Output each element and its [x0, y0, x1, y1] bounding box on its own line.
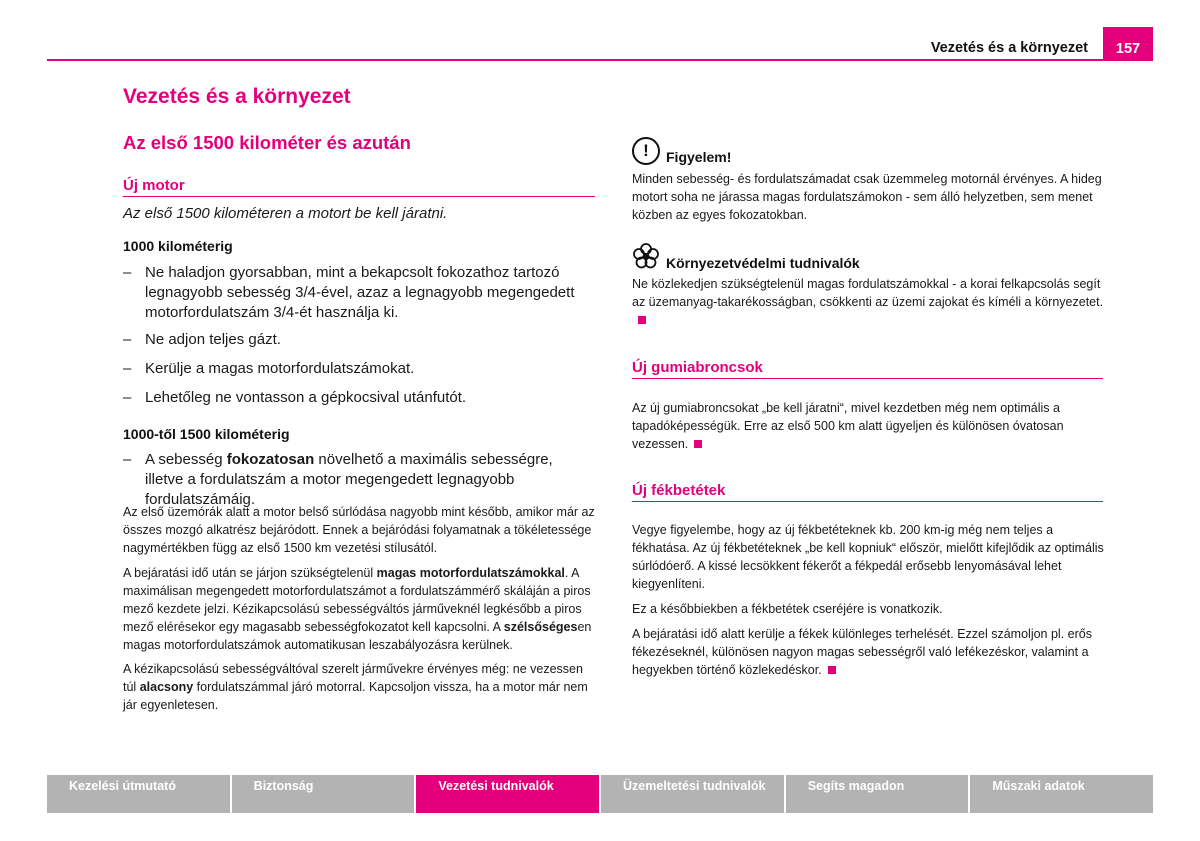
- running-header-title: Vezetés és a környezet: [930, 40, 1088, 56]
- list-item: [123, 450, 595, 510]
- paragraph-low-rpm: A kézikapcsolású sebességváltóval szerelt járművekre érvényes még: ne vezessen túl alacsony fordulatszámmal járó motorral. Kapcsoljon vissza, ha a motor már nem jár egyenletesen.: [123, 662, 588, 712]
- section-title-new-brake-pads: Új fékbetétek: [632, 482, 1103, 502]
- chapter-heading: Vezetés és a környezet: [123, 85, 351, 108]
- list-item: [123, 359, 595, 379]
- nav-tab-safety[interactable]: Biztonság: [232, 775, 415, 813]
- subheading-1000-1500km: 1000-től 1500 kilométerig: [123, 426, 290, 442]
- end-square-icon: [638, 316, 646, 324]
- list-item-text: Ne adjon teljes gázt.: [145, 331, 281, 348]
- end-square-icon: [694, 440, 702, 448]
- warning-text: Minden sebesség- és fordulatszámadat csak üzemmeleg motornál érvényes. A hideg motort soha ne járassa magas fordulatszámokon - sem álló helyzetben, sem menet közben az egyes fokozatokban.: [632, 172, 1102, 222]
- environment-text: Ne közlekedjen szükségtelenül magas fordulatszámokkal - a korai felkapcsolás segít az üzemanyag-takarékosságban, csökkenti az üzemi zajokat és kíméli a környezetet.: [632, 275, 1106, 329]
- subheading-1000km: 1000 kilométerig: [123, 238, 233, 254]
- flower-icon: [632, 242, 660, 270]
- paragraph-run-in: Az első üzemórák alatt a motor belső súrlódása nagyobb mint később, amikor már az összes mozgó alkatrész bejáródott. Ennek a bejáródási folyamatnak a tökéletessége nagymértékben függ az első 1500 km vezetési stílusától.: [123, 505, 595, 555]
- intro-text: Az első 1500 kilométeren a motort be kell járatni.: [123, 205, 448, 222]
- list-item: [123, 263, 595, 323]
- list-dash: –: [123, 360, 132, 377]
- list-item-text: Lehetőleg ne vontasson a gépkocsival utánfutót.: [145, 389, 467, 406]
- exclamation-circle-icon: !: [632, 137, 660, 165]
- list-item-text: Ne haladjon gyorsabban, mint a bekapcsolt fokozathoz tartozó legnagyobb sebesség 3/4-ével, azaz a legnagyobb megengedett motorfordulatszám 3/4-ét használja ki.: [145, 264, 575, 321]
- chapter-navigation: [47, 775, 1153, 813]
- page-number: 157: [1103, 27, 1153, 61]
- paragraph-high-rpm: A bejáratási idő után se járjon szükségtelenül magas motorfordulatszámokkal. A maximálisan megengedett motorfordulatszámot a fordulatszámmérő skáláján a piros mező kezdete jelzi. Kézikapcsolású sebességváltós járműveknél legkésőbb a piros mező elérésekor egy magasabb sebességfokozatot kell kapcsolni. A szélsőségesen magas motorfordulatszámok automatikusan leszabályozásra kerülnek.: [123, 566, 592, 652]
- brakes-paragraph-3: A bejáratási idő alatt kerülje a fékek különleges terhelését. Ezzel számoljon pl. erős fékezéseknél, különösen nagyon magas sebességről való lefékezéskor, valamint a hegyekben történő közlekedéskor.: [632, 627, 1092, 677]
- list-dash: –: [123, 389, 132, 406]
- section-title-new-engine: Új motor: [123, 177, 595, 197]
- list-dash: –: [123, 331, 132, 348]
- tyres-text: Az új gumiabroncsokat „be kell járatni“, mivel kezdetben még nem optimális a tapadóképességük. Erre az első 500 km alatt ügyeljen és különösen óvatosan vezessen.: [632, 401, 1064, 451]
- list-item: [123, 388, 595, 408]
- nav-tab-operating-manual[interactable]: Kezelési útmutató: [47, 775, 230, 813]
- section-title-new-tyres: Új gumiabroncsok: [632, 359, 1103, 379]
- brakes-paragraph-2: Ez a későbbiekben a fékbetétek cseréjére is vonatkozik.: [632, 602, 943, 616]
- nav-tab-technical-data[interactable]: Műszaki adatok: [970, 775, 1153, 813]
- nav-tab-self-help[interactable]: Segíts magadon: [786, 775, 969, 813]
- list-item: [123, 330, 595, 350]
- brakes-paragraph-1: Vegye figyelembe, hogy az új fékbetéteknek kb. 200 km-ig még nem teljes a fékhatása. Az új fékbetéteknek „be kell kopniuk“ először, mielőtt kifejlődik az optimális súrlódóerő. A kissé lecsökkent fékerőt a fékpedál erősebb lenyomásával lehet kiegyenlíteni.: [632, 523, 1104, 591]
- section-heading: Az első 1500 kilométer és azután: [123, 132, 411, 153]
- end-square-icon: [828, 666, 836, 674]
- nav-tab-operating-tips[interactable]: Üzemeltetési tudnivalók: [601, 775, 784, 813]
- nav-tab-driving-tips[interactable]: Vezetési tudnivalók: [416, 775, 599, 813]
- list-item-text: Kerülje a magas motorfordulatszámokat.: [145, 360, 415, 377]
- environment-title: Környezetvédelmi tudnivalók: [666, 255, 860, 271]
- list-dash: –: [123, 264, 132, 281]
- warning-title: Figyelem!: [666, 149, 732, 165]
- list-item-text: A sebesség fokozatosan növelhető a maximális sebességre, illetve a fordulatszám a motor megengedett legnagyobb fordulatszámáig.: [145, 451, 553, 508]
- list-dash: –: [123, 451, 132, 468]
- header-rule: [47, 59, 1153, 61]
